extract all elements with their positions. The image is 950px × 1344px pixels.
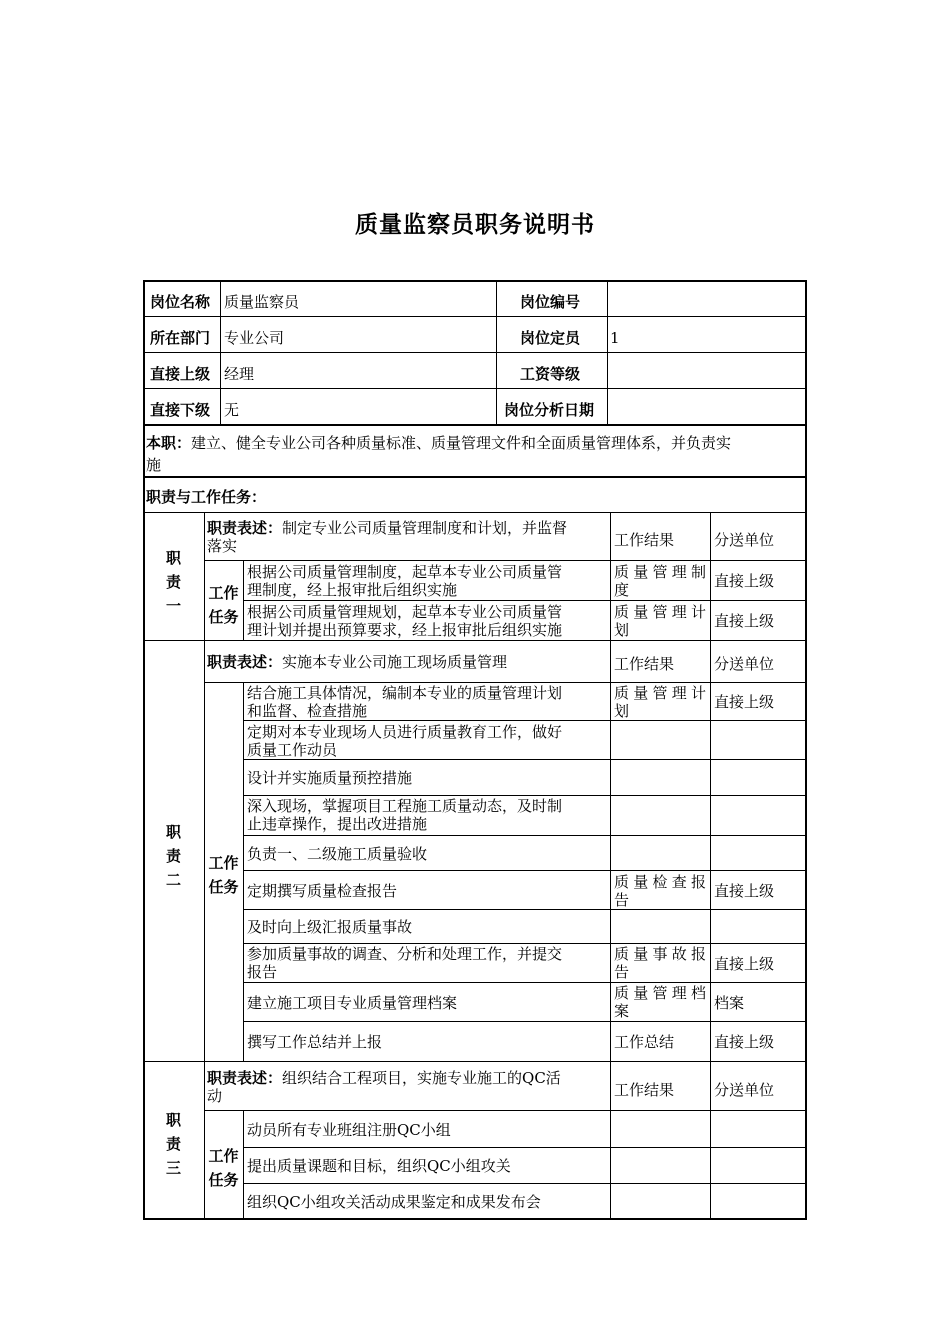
summary-text-1: 建立、健全专业公司各种质量标准、质量管理文件和全面质量管理体系，并负责实 bbox=[191, 434, 732, 452]
document-title: 质量监察员职务说明书 bbox=[355, 212, 595, 238]
duty3-desc: 职责表述：组织结合工程项目，实施专业施工的QC活 动 bbox=[207, 1069, 561, 1105]
duty1-desc: 职责表述：制定专业公司质量管理制度和计划，并监督 落实 bbox=[207, 519, 568, 555]
duty1-task-2-result: 质量管理计 bbox=[614, 603, 706, 621]
dept-value: 专业公司 bbox=[224, 329, 285, 347]
duty3-task-label: 工作 任务 bbox=[208, 1147, 239, 1189]
analysis-date-label: 岗位分析日期 bbox=[504, 401, 595, 419]
duty2-task-8-result: 质量事故报 bbox=[614, 945, 706, 963]
duty1-task-1-dest: 直接上级 bbox=[714, 572, 775, 590]
col-line bbox=[607, 280, 608, 424]
post-no-label: 岗位编号 bbox=[520, 293, 581, 311]
duty1-dest-header: 分送单位 bbox=[714, 531, 775, 549]
duty1-result-header: 工作结果 bbox=[614, 531, 675, 549]
duty1-task-1-result-2: 度 bbox=[614, 581, 630, 599]
duty2-task-10: 撰写工作总结并上报 bbox=[247, 1033, 383, 1051]
col-line bbox=[610, 512, 611, 1220]
col-line bbox=[243, 682, 244, 1062]
duty2-dest-header: 分送单位 bbox=[714, 655, 775, 673]
row-line bbox=[243, 1021, 807, 1022]
duty1-task-2-line2: 理计划并提出预算要求，经上报审批后组织实施 bbox=[247, 621, 563, 639]
row-line bbox=[143, 424, 807, 426]
duty3-result-header: 工作结果 bbox=[614, 1081, 675, 1099]
duty2-task-1-result: 质量管理计 bbox=[614, 684, 706, 702]
col-line bbox=[710, 512, 711, 1220]
row-line bbox=[243, 982, 807, 983]
duty2-task-1-result-2: 划 bbox=[614, 702, 630, 720]
duty1-task-label: 工作 任务 bbox=[208, 584, 239, 626]
duty2-label: 职 责 二 bbox=[165, 823, 181, 889]
row-line bbox=[243, 720, 807, 721]
dept-label: 所在部门 bbox=[150, 329, 211, 347]
duty2-task-1-line2: 和监督、检查措施 bbox=[247, 702, 368, 720]
headcount-value: 1 bbox=[610, 329, 620, 347]
duty2-task-4-line2: 止违章操作，提出改进措施 bbox=[247, 815, 428, 833]
row-line bbox=[143, 640, 807, 641]
row-line bbox=[243, 1147, 807, 1148]
row-line bbox=[143, 388, 807, 389]
duty3-task-1: 动员所有专业班组注册QC小组 bbox=[247, 1121, 451, 1139]
duty1-task-2-line1: 根据公司质量管理规划，起草本专业公司质量管 bbox=[247, 603, 563, 621]
duty1-task-1-line2: 理制度，经上报审批后组织实施 bbox=[247, 581, 458, 599]
duty2-task-10-dest: 直接上级 bbox=[714, 1033, 775, 1051]
row-line bbox=[204, 682, 807, 683]
row-line bbox=[243, 870, 807, 871]
duty2-task-2-line2: 质量工作动员 bbox=[247, 741, 338, 759]
col-line bbox=[243, 1110, 244, 1220]
row-line bbox=[143, 476, 807, 478]
superior-value: 经理 bbox=[224, 365, 255, 383]
duty2-desc: 职责表述：实施本专业公司施工现场质量管理 bbox=[207, 653, 508, 671]
duty3-task-3: 组织QC小组攻关活动成果鉴定和成果发布会 bbox=[247, 1193, 541, 1211]
row-line bbox=[143, 352, 807, 353]
duty1-label: 职 责 一 bbox=[165, 549, 181, 615]
duty1-task-1-line1: 根据公司质量管理制度，起草本专业公司质量管 bbox=[247, 563, 563, 581]
duty2-task-8-dest: 直接上级 bbox=[714, 955, 775, 973]
row-line bbox=[143, 316, 807, 317]
row-line bbox=[143, 1061, 807, 1062]
post-name-label: 岗位名称 bbox=[150, 293, 211, 311]
duty2-task-9: 建立施工项目专业质量管理档案 bbox=[247, 994, 458, 1012]
duty3-task-2: 提出质量课题和目标，组织QC小组攻关 bbox=[247, 1157, 511, 1175]
duty2-task-9-dest: 档案 bbox=[714, 994, 745, 1012]
row-line bbox=[143, 512, 807, 513]
duty2-task-8-line1: 参加质量事故的调查、分析和处理工作，并提交 bbox=[247, 945, 563, 963]
duty1-task-1-result: 质量管理制 bbox=[614, 563, 706, 581]
headcount-label: 岗位定员 bbox=[520, 329, 581, 347]
duty2-task-1-line1: 结合施工具体情况，编制本专业的质量管理计划 bbox=[247, 684, 563, 702]
duty2-task-8-result-2: 告 bbox=[614, 963, 630, 981]
duty2-task-6-dest: 直接上级 bbox=[714, 882, 775, 900]
row-line bbox=[204, 560, 807, 561]
row-line bbox=[243, 909, 807, 910]
duty2-task-3: 设计并实施质量预控措施 bbox=[247, 769, 413, 787]
superior-label: 直接上级 bbox=[150, 365, 211, 383]
duty2-task-2-line1: 定期对本专业现场人员进行质量教育工作，做好 bbox=[247, 723, 563, 741]
duty1-task-2-result-2: 划 bbox=[614, 621, 630, 639]
row-line bbox=[243, 795, 807, 796]
duties-heading: 职责与工作任务： bbox=[146, 488, 267, 506]
duty2-task-6-result: 质量检查报 bbox=[614, 873, 706, 891]
row-line bbox=[243, 1183, 807, 1184]
duty1-task-2-dest: 直接上级 bbox=[714, 612, 775, 630]
summary-text-2: 施 bbox=[146, 456, 162, 474]
duty2-result-header: 工作结果 bbox=[614, 655, 675, 673]
duty2-task-5: 负责一、二级施工质量验收 bbox=[247, 845, 428, 863]
duty2-task-8-line2: 报告 bbox=[247, 963, 278, 981]
subordinate-label: 直接下级 bbox=[150, 401, 211, 419]
duty2-task-1-dest: 直接上级 bbox=[714, 693, 775, 711]
subordinate-value: 无 bbox=[224, 401, 240, 419]
duty3-label: 职 责 三 bbox=[165, 1111, 181, 1177]
duty2-task-6: 定期撰写质量检查报告 bbox=[247, 882, 398, 900]
col-line bbox=[220, 280, 221, 424]
salary-label: 工资等级 bbox=[520, 365, 581, 383]
summary-label: 本职： bbox=[146, 434, 192, 452]
duty2-task-4-line1: 深入现场，掌握项目工程施工质量动态，及时制 bbox=[247, 797, 563, 815]
duty2-task-7: 及时向上级汇报质量事故 bbox=[247, 918, 413, 936]
duty2-task-label: 工作 任务 bbox=[208, 854, 239, 896]
duty2-task-6-result-2: 告 bbox=[614, 891, 630, 909]
col-line bbox=[496, 280, 497, 424]
summary-line-1 bbox=[146, 434, 802, 452]
job-description-form bbox=[143, 280, 807, 1220]
row-line bbox=[243, 943, 807, 944]
row-line bbox=[243, 835, 807, 836]
row-line bbox=[204, 1110, 807, 1111]
duty2-task-9-result: 质量管理档 bbox=[614, 984, 706, 1002]
duty3-dest-header: 分送单位 bbox=[714, 1081, 775, 1099]
post-name-value: 质量监察员 bbox=[224, 293, 300, 311]
row-line bbox=[243, 600, 807, 601]
row-line bbox=[243, 759, 807, 760]
duty2-task-10-result: 工作总结 bbox=[614, 1033, 675, 1051]
duty2-task-9-result-2: 案 bbox=[614, 1002, 630, 1020]
